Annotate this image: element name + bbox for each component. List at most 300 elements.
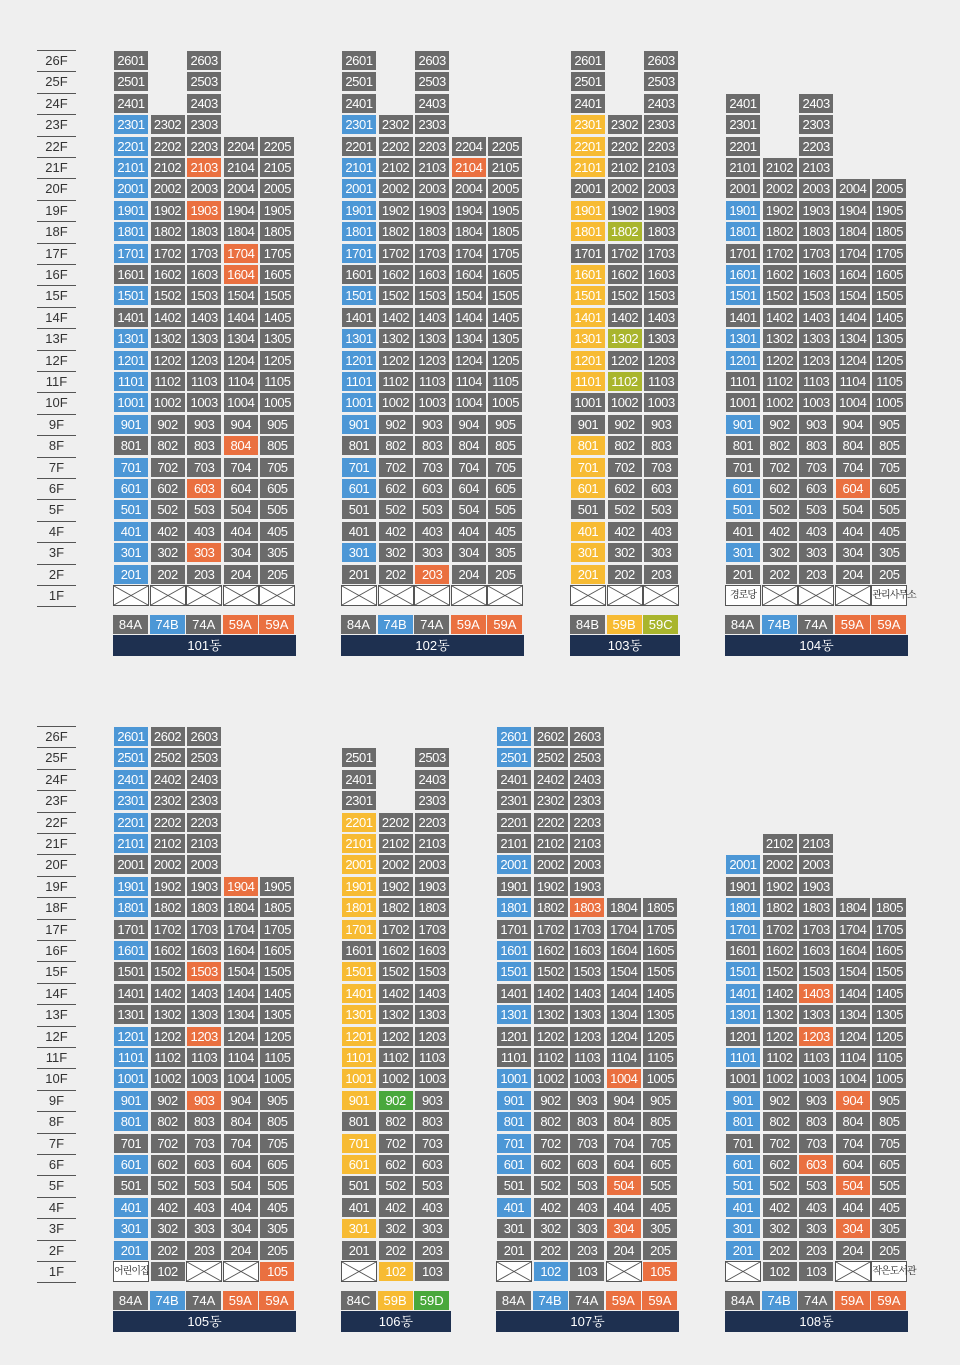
unit-cell[interactable]: 803 — [798, 1111, 834, 1132]
unit-cell[interactable]: 903 — [414, 414, 450, 435]
unit-cell[interactable]: 604 — [223, 1154, 259, 1175]
unit-cell[interactable]: 1404 — [835, 307, 871, 328]
unit-cell[interactable]: 1204 — [606, 1026, 642, 1047]
unit-cell[interactable]: 1403 — [414, 307, 450, 328]
unit-cell[interactable]: 905 — [642, 1090, 678, 1111]
unit-cell[interactable]: 1102 — [762, 1047, 798, 1068]
unit-cell[interactable]: 1403 — [414, 983, 450, 1004]
unit-cell[interactable]: 1301 — [496, 1004, 532, 1025]
unit-cell[interactable]: 1705 — [259, 243, 295, 264]
unit-cell[interactable]: 1705 — [871, 919, 907, 940]
unit-cell[interactable]: 803 — [569, 1111, 605, 1132]
unit-cell[interactable]: 1303 — [186, 1004, 222, 1025]
unit-cell[interactable]: 804 — [223, 1111, 259, 1132]
unit-cell[interactable]: 103 — [414, 1261, 450, 1282]
unit-cell[interactable]: 2601 — [113, 50, 149, 71]
unit-cell[interactable]: 2601 — [341, 50, 377, 71]
unit-cell[interactable]: 1603 — [186, 264, 222, 285]
unit-cell[interactable]: 2001 — [113, 854, 149, 875]
unit-cell[interactable]: 1405 — [642, 983, 678, 1004]
unit-cell[interactable]: 201 — [496, 1240, 532, 1261]
unit-cell[interactable]: 2503 — [569, 747, 605, 768]
unit-cell[interactable]: 303 — [643, 542, 679, 563]
unit-cell[interactable]: 901 — [113, 1090, 149, 1111]
unit-cell[interactable]: 2102 — [150, 833, 186, 854]
unit-cell[interactable]: 502 — [378, 499, 414, 520]
unit-cell[interactable]: 1205 — [871, 1026, 907, 1047]
unit-cell[interactable]: 202 — [762, 1240, 798, 1261]
unit-cell[interactable]: 603 — [186, 1154, 222, 1175]
unit-cell[interactable]: 903 — [186, 1090, 222, 1111]
unit-cell[interactable]: 1402 — [607, 307, 643, 328]
unit-cell[interactable]: 1502 — [378, 961, 414, 982]
unit-cell[interactable]: 1302 — [150, 1004, 186, 1025]
unit-cell[interactable]: 305 — [871, 542, 907, 563]
unit-cell[interactable]: 605 — [871, 478, 907, 499]
unit-cell[interactable]: 2002 — [762, 854, 798, 875]
unit-cell[interactable]: 1304 — [835, 328, 871, 349]
unit-cell[interactable]: 602 — [533, 1154, 569, 1175]
unit-cell[interactable]: 1002 — [150, 1068, 186, 1089]
unit-cell[interactable]: 1205 — [871, 350, 907, 371]
unit-cell[interactable]: 1902 — [533, 876, 569, 897]
unit-cell[interactable]: 1004 — [223, 1068, 259, 1089]
unit-cell[interactable]: 505 — [259, 1175, 295, 1196]
unit-cell[interactable]: 701 — [570, 457, 606, 478]
unit-cell[interactable]: 1502 — [378, 285, 414, 306]
unit-cell[interactable]: 401 — [570, 521, 606, 542]
unit-cell[interactable]: 904 — [451, 414, 487, 435]
unit-cell[interactable]: 402 — [378, 1197, 414, 1218]
unit-cell[interactable]: 1103 — [643, 371, 679, 392]
unit-cell[interactable]: 1901 — [725, 200, 761, 221]
unit-cell[interactable]: 1002 — [533, 1068, 569, 1089]
unit-cell[interactable]: 1704 — [451, 243, 487, 264]
unit-cell[interactable]: 405 — [259, 1197, 295, 1218]
unit-cell[interactable]: 1502 — [762, 961, 798, 982]
unit-cell[interactable]: 404 — [606, 1197, 642, 1218]
unit-cell[interactable]: 1404 — [223, 983, 259, 1004]
unit-cell[interactable]: 201 — [113, 564, 149, 585]
unit-cell[interactable]: 604 — [223, 478, 259, 499]
unit-cell[interactable]: 701 — [113, 457, 149, 478]
unit-cell[interactable]: 2502 — [533, 747, 569, 768]
unit-cell[interactable]: 1704 — [606, 919, 642, 940]
unit-cell[interactable]: 1802 — [762, 897, 798, 918]
unit-cell[interactable]: 1303 — [798, 1004, 834, 1025]
unit-cell[interactable]: 503 — [414, 1175, 450, 1196]
unit-cell[interactable]: 505 — [259, 499, 295, 520]
unit-cell[interactable]: 2004 — [451, 178, 487, 199]
unit-cell[interactable]: 1104 — [606, 1047, 642, 1068]
unit-cell[interactable]: 2002 — [378, 854, 414, 875]
unit-cell[interactable]: 1202 — [150, 1026, 186, 1047]
unit-cell[interactable]: 1801 — [113, 221, 149, 242]
unit-cell[interactable]: 1904 — [835, 200, 871, 221]
unit-cell[interactable]: 203 — [798, 1240, 834, 1261]
unit-cell[interactable]: 401 — [496, 1197, 532, 1218]
unit-cell[interactable]: 1601 — [341, 940, 377, 961]
unit-cell[interactable]: 305 — [259, 1218, 295, 1239]
unit-cell[interactable]: 2001 — [725, 854, 761, 875]
unit-cell[interactable]: 304 — [835, 1218, 871, 1239]
unit-cell[interactable]: 1305 — [642, 1004, 678, 1025]
unit-cell[interactable]: 301 — [341, 1218, 377, 1239]
unit-cell[interactable]: 1005 — [259, 392, 295, 413]
unit-cell[interactable]: 404 — [223, 1197, 259, 1218]
unit-cell[interactable]: 1004 — [223, 392, 259, 413]
unit-cell[interactable]: 502 — [762, 499, 798, 520]
unit-cell[interactable]: 2501 — [341, 71, 377, 92]
unit-cell[interactable]: 1803 — [414, 897, 450, 918]
unit-cell[interactable]: 1501 — [570, 285, 606, 306]
unit-cell[interactable]: 602 — [762, 478, 798, 499]
unit-cell[interactable]: 904 — [223, 414, 259, 435]
unit-cell[interactable]: 1901 — [725, 876, 761, 897]
unit-cell[interactable]: 705 — [871, 1133, 907, 1154]
unit-cell[interactable]: 703 — [186, 1133, 222, 1154]
unit-cell[interactable]: 102 — [533, 1261, 569, 1282]
unit-cell[interactable]: 103 — [798, 1261, 834, 1282]
unit-cell[interactable]: 802 — [378, 1111, 414, 1132]
unit-cell[interactable]: 1401 — [113, 307, 149, 328]
unit-cell[interactable]: 805 — [871, 435, 907, 456]
unit-cell[interactable]: 2201 — [341, 136, 377, 157]
unit-cell[interactable]: 1403 — [798, 983, 834, 1004]
unit-cell[interactable]: 1502 — [150, 961, 186, 982]
unit-cell[interactable]: 2202 — [150, 136, 186, 157]
unit-cell[interactable]: 1703 — [186, 243, 222, 264]
unit-cell[interactable]: 1201 — [113, 1026, 149, 1047]
unit-cell[interactable]: 303 — [414, 542, 450, 563]
unit-cell[interactable]: 502 — [533, 1175, 569, 1196]
unit-cell[interactable]: 1205 — [487, 350, 523, 371]
unit-cell[interactable]: 1102 — [150, 371, 186, 392]
unit-cell[interactable]: 1604 — [606, 940, 642, 961]
unit-cell[interactable]: 701 — [725, 1133, 761, 1154]
unit-cell[interactable]: 2103 — [569, 833, 605, 854]
unit-cell[interactable]: 1801 — [341, 221, 377, 242]
unit-cell[interactable]: 2203 — [798, 136, 834, 157]
unit-cell[interactable]: 1502 — [762, 285, 798, 306]
unit-cell[interactable]: 403 — [414, 1197, 450, 1218]
unit-cell[interactable]: 1205 — [259, 1026, 295, 1047]
unit-cell[interactable]: 605 — [259, 478, 295, 499]
unit-cell[interactable]: 2003 — [414, 178, 450, 199]
unit-cell[interactable]: 2303 — [414, 790, 450, 811]
unit-cell[interactable]: 701 — [341, 1133, 377, 1154]
unit-cell[interactable]: 1601 — [341, 264, 377, 285]
unit-cell[interactable]: 1302 — [762, 328, 798, 349]
unit-cell[interactable]: 2403 — [414, 93, 450, 114]
unit-cell[interactable]: 1204 — [223, 1026, 259, 1047]
unit-cell[interactable]: 1803 — [798, 897, 834, 918]
unit-cell[interactable]: 2003 — [186, 854, 222, 875]
unit-cell[interactable]: 205 — [259, 1240, 295, 1261]
unit-cell[interactable]: 503 — [643, 499, 679, 520]
unit-cell[interactable]: 1503 — [643, 285, 679, 306]
unit-cell[interactable]: 904 — [835, 414, 871, 435]
unit-cell[interactable]: 901 — [341, 1090, 377, 1111]
unit-cell[interactable]: 701 — [496, 1133, 532, 1154]
unit-cell[interactable]: 2203 — [186, 136, 222, 157]
unit-cell[interactable]: 603 — [643, 478, 679, 499]
unit-cell[interactable]: 505 — [642, 1175, 678, 1196]
unit-cell[interactable]: 1002 — [762, 392, 798, 413]
unit-cell[interactable]: 1902 — [762, 200, 798, 221]
unit-cell[interactable]: 1103 — [186, 1047, 222, 1068]
unit-cell[interactable]: 1504 — [835, 285, 871, 306]
unit-cell[interactable]: 1804 — [451, 221, 487, 242]
unit-cell[interactable]: 1404 — [223, 307, 259, 328]
unit-cell[interactable]: 602 — [150, 1154, 186, 1175]
unit-cell[interactable]: 1704 — [835, 919, 871, 940]
unit-cell[interactable]: 1702 — [762, 919, 798, 940]
unit-cell[interactable]: 1505 — [259, 285, 295, 306]
unit-cell[interactable]: 404 — [451, 521, 487, 542]
unit-cell[interactable]: 602 — [150, 478, 186, 499]
unit-cell[interactable]: 401 — [341, 1197, 377, 1218]
unit-cell[interactable]: 1403 — [186, 307, 222, 328]
unit-cell[interactable]: 1605 — [642, 940, 678, 961]
unit-cell[interactable]: 1902 — [607, 200, 643, 221]
unit-cell[interactable]: 1004 — [451, 392, 487, 413]
unit-cell[interactable]: 1602 — [378, 940, 414, 961]
unit-cell[interactable]: 2005 — [259, 178, 295, 199]
unit-cell[interactable]: 2303 — [414, 114, 450, 135]
unit-cell[interactable]: 702 — [378, 1133, 414, 1154]
unit-cell[interactable]: 503 — [569, 1175, 605, 1196]
unit-cell[interactable]: 804 — [451, 435, 487, 456]
unit-cell[interactable]: 1105 — [487, 371, 523, 392]
unit-cell[interactable]: 705 — [259, 1133, 295, 1154]
unit-cell[interactable]: 2003 — [643, 178, 679, 199]
unit-cell[interactable]: 705 — [259, 457, 295, 478]
unit-cell[interactable]: 903 — [569, 1090, 605, 1111]
unit-cell[interactable]: 304 — [606, 1218, 642, 1239]
unit-cell[interactable]: 2201 — [341, 812, 377, 833]
unit-cell[interactable]: 205 — [642, 1240, 678, 1261]
unit-cell[interactable]: 1104 — [223, 371, 259, 392]
unit-cell[interactable]: 1203 — [569, 1026, 605, 1047]
unit-cell[interactable]: 502 — [378, 1175, 414, 1196]
unit-cell[interactable]: 2101 — [341, 833, 377, 854]
unit-cell[interactable]: 502 — [762, 1175, 798, 1196]
unit-cell[interactable]: 1702 — [150, 919, 186, 940]
unit-cell[interactable]: 905 — [259, 1090, 295, 1111]
unit-cell[interactable]: 1202 — [150, 350, 186, 371]
unit-cell[interactable]: 2603 — [186, 50, 222, 71]
unit-cell[interactable]: 501 — [725, 499, 761, 520]
unit-cell[interactable]: 2003 — [569, 854, 605, 875]
unit-cell[interactable]: 1202 — [607, 350, 643, 371]
unit-cell[interactable]: 805 — [259, 435, 295, 456]
unit-cell[interactable]: 603 — [569, 1154, 605, 1175]
unit-cell[interactable]: 704 — [835, 1133, 871, 1154]
unit-cell[interactable]: 302 — [150, 542, 186, 563]
unit-cell[interactable]: 2503 — [186, 71, 222, 92]
unit-cell[interactable]: 1804 — [223, 897, 259, 918]
unit-cell[interactable]: 1202 — [533, 1026, 569, 1047]
unit-cell[interactable]: 902 — [533, 1090, 569, 1111]
unit-cell[interactable]: 1305 — [259, 1004, 295, 1025]
unit-cell[interactable]: 303 — [186, 542, 222, 563]
unit-cell[interactable]: 2203 — [414, 136, 450, 157]
unit-cell[interactable]: 801 — [725, 435, 761, 456]
unit-cell[interactable]: 2204 — [223, 136, 259, 157]
unit-cell[interactable]: 1104 — [835, 1047, 871, 1068]
unit-cell[interactable]: 805 — [871, 1111, 907, 1132]
unit-cell[interactable]: 2101 — [496, 833, 532, 854]
unit-cell[interactable]: 905 — [871, 1090, 907, 1111]
unit-cell[interactable]: 2401 — [341, 769, 377, 790]
unit-cell[interactable]: 1503 — [569, 961, 605, 982]
unit-cell[interactable]: 105 — [642, 1261, 678, 1282]
unit-cell[interactable]: 501 — [341, 1175, 377, 1196]
unit-cell[interactable]: 703 — [186, 457, 222, 478]
unit-cell[interactable]: 2403 — [414, 769, 450, 790]
unit-cell[interactable]: 801 — [496, 1111, 532, 1132]
unit-cell[interactable]: 603 — [798, 478, 834, 499]
unit-cell[interactable]: 405 — [259, 521, 295, 542]
unit-cell[interactable]: 1004 — [835, 1068, 871, 1089]
unit-cell[interactable]: 601 — [341, 1154, 377, 1175]
unit-cell[interactable]: 1805 — [871, 221, 907, 242]
unit-cell[interactable]: 801 — [341, 1111, 377, 1132]
unit-cell[interactable]: 202 — [533, 1240, 569, 1261]
unit-cell[interactable]: 1802 — [150, 897, 186, 918]
unit-cell[interactable]: 1605 — [871, 940, 907, 961]
unit-cell[interactable]: 1702 — [150, 243, 186, 264]
unit-cell[interactable]: 1003 — [186, 1068, 222, 1089]
unit-cell[interactable]: 1402 — [762, 307, 798, 328]
unit-cell[interactable]: 2102 — [378, 157, 414, 178]
unit-cell[interactable]: 1305 — [871, 1004, 907, 1025]
unit-cell[interactable]: 1602 — [607, 264, 643, 285]
unit-cell[interactable]: 901 — [341, 414, 377, 435]
unit-cell[interactable]: 1101 — [341, 1047, 377, 1068]
unit-cell[interactable]: 1102 — [533, 1047, 569, 1068]
unit-cell[interactable]: 901 — [570, 414, 606, 435]
unit-cell[interactable]: 704 — [835, 457, 871, 478]
unit-cell[interactable]: 302 — [378, 542, 414, 563]
unit-cell[interactable]: 802 — [533, 1111, 569, 1132]
unit-cell[interactable]: 204 — [451, 564, 487, 585]
unit-cell[interactable]: 2403 — [798, 93, 834, 114]
unit-cell[interactable]: 1101 — [341, 371, 377, 392]
unit-cell[interactable]: 1703 — [798, 243, 834, 264]
unit-cell[interactable]: 902 — [378, 1090, 414, 1111]
unit-cell[interactable]: 2301 — [341, 790, 377, 811]
unit-cell[interactable]: 1705 — [487, 243, 523, 264]
unit-cell[interactable]: 1601 — [113, 940, 149, 961]
unit-cell[interactable]: 2103 — [186, 157, 222, 178]
unit-cell[interactable]: 1501 — [725, 961, 761, 982]
unit-cell[interactable]: 2001 — [496, 854, 532, 875]
unit-cell[interactable]: 803 — [798, 435, 834, 456]
unit-cell[interactable]: 2002 — [762, 178, 798, 199]
unit-cell[interactable]: 1501 — [113, 285, 149, 306]
unit-cell[interactable]: 2005 — [487, 178, 523, 199]
unit-cell[interactable]: 1602 — [150, 264, 186, 285]
unit-cell[interactable]: 1703 — [798, 919, 834, 940]
unit-cell[interactable]: 902 — [150, 1090, 186, 1111]
unit-cell[interactable]: 2603 — [643, 50, 679, 71]
unit-cell[interactable]: 1905 — [259, 200, 295, 221]
unit-cell[interactable]: 2101 — [341, 157, 377, 178]
unit-cell[interactable]: 2002 — [607, 178, 643, 199]
unit-cell[interactable]: 204 — [223, 564, 259, 585]
unit-cell[interactable]: 903 — [798, 1090, 834, 1111]
unit-cell[interactable]: 403 — [186, 1197, 222, 1218]
unit-cell[interactable]: 1204 — [835, 1026, 871, 1047]
unit-cell[interactable]: 202 — [378, 1240, 414, 1261]
unit-cell[interactable]: 1604 — [223, 940, 259, 961]
unit-cell[interactable]: 1305 — [259, 328, 295, 349]
unit-cell[interactable]: 2202 — [378, 136, 414, 157]
unit-cell[interactable]: 1105 — [259, 371, 295, 392]
unit-cell[interactable]: 801 — [113, 1111, 149, 1132]
unit-cell[interactable]: 2302 — [150, 114, 186, 135]
unit-cell[interactable]: 1301 — [113, 1004, 149, 1025]
unit-cell[interactable]: 203 — [798, 564, 834, 585]
unit-cell[interactable]: 1904 — [223, 876, 259, 897]
unit-cell[interactable]: 1503 — [414, 285, 450, 306]
unit-cell[interactable]: 1701 — [570, 243, 606, 264]
unit-cell[interactable]: 402 — [378, 521, 414, 542]
unit-cell[interactable]: 502 — [150, 499, 186, 520]
unit-cell[interactable]: 805 — [259, 1111, 295, 1132]
unit-cell[interactable]: 301 — [113, 1218, 149, 1239]
unit-cell[interactable]: 301 — [496, 1218, 532, 1239]
unit-cell[interactable]: 1801 — [113, 897, 149, 918]
unit-cell[interactable]: 2002 — [533, 854, 569, 875]
unit-cell[interactable]: 2002 — [150, 854, 186, 875]
unit-cell[interactable]: 1601 — [496, 940, 532, 961]
unit-cell[interactable]: 105 — [259, 1261, 295, 1282]
unit-cell[interactable]: 1901 — [113, 876, 149, 897]
unit-cell[interactable]: 1304 — [835, 1004, 871, 1025]
unit-cell[interactable]: 1403 — [643, 307, 679, 328]
unit-cell[interactable]: 305 — [487, 542, 523, 563]
unit-cell[interactable]: 404 — [835, 1197, 871, 1218]
unit-cell[interactable]: 1801 — [341, 897, 377, 918]
unit-cell[interactable]: 2103 — [414, 157, 450, 178]
unit-cell[interactable]: 1502 — [150, 285, 186, 306]
unit-cell[interactable]: 2301 — [341, 114, 377, 135]
unit-cell[interactable]: 1701 — [113, 243, 149, 264]
unit-cell[interactable]: 1405 — [259, 983, 295, 1004]
unit-cell[interactable]: 505 — [871, 499, 907, 520]
unit-cell[interactable]: 802 — [762, 435, 798, 456]
unit-cell[interactable]: 2303 — [186, 790, 222, 811]
unit-cell[interactable]: 805 — [487, 435, 523, 456]
unit-cell[interactable]: 1602 — [378, 264, 414, 285]
unit-cell[interactable]: 2204 — [451, 136, 487, 157]
unit-cell[interactable]: 201 — [725, 1240, 761, 1261]
unit-cell[interactable]: 504 — [606, 1175, 642, 1196]
unit-cell[interactable]: 702 — [607, 457, 643, 478]
unit-cell[interactable]: 903 — [414, 1090, 450, 1111]
unit-cell[interactable]: 204 — [835, 1240, 871, 1261]
unit-cell[interactable]: 1605 — [871, 264, 907, 285]
unit-cell[interactable]: 303 — [569, 1218, 605, 1239]
unit-cell[interactable]: 2102 — [762, 833, 798, 854]
unit-cell[interactable]: 1705 — [642, 919, 678, 940]
unit-cell[interactable]: 503 — [414, 499, 450, 520]
unit-cell[interactable]: 1702 — [762, 243, 798, 264]
unit-cell[interactable]: 1203 — [643, 350, 679, 371]
